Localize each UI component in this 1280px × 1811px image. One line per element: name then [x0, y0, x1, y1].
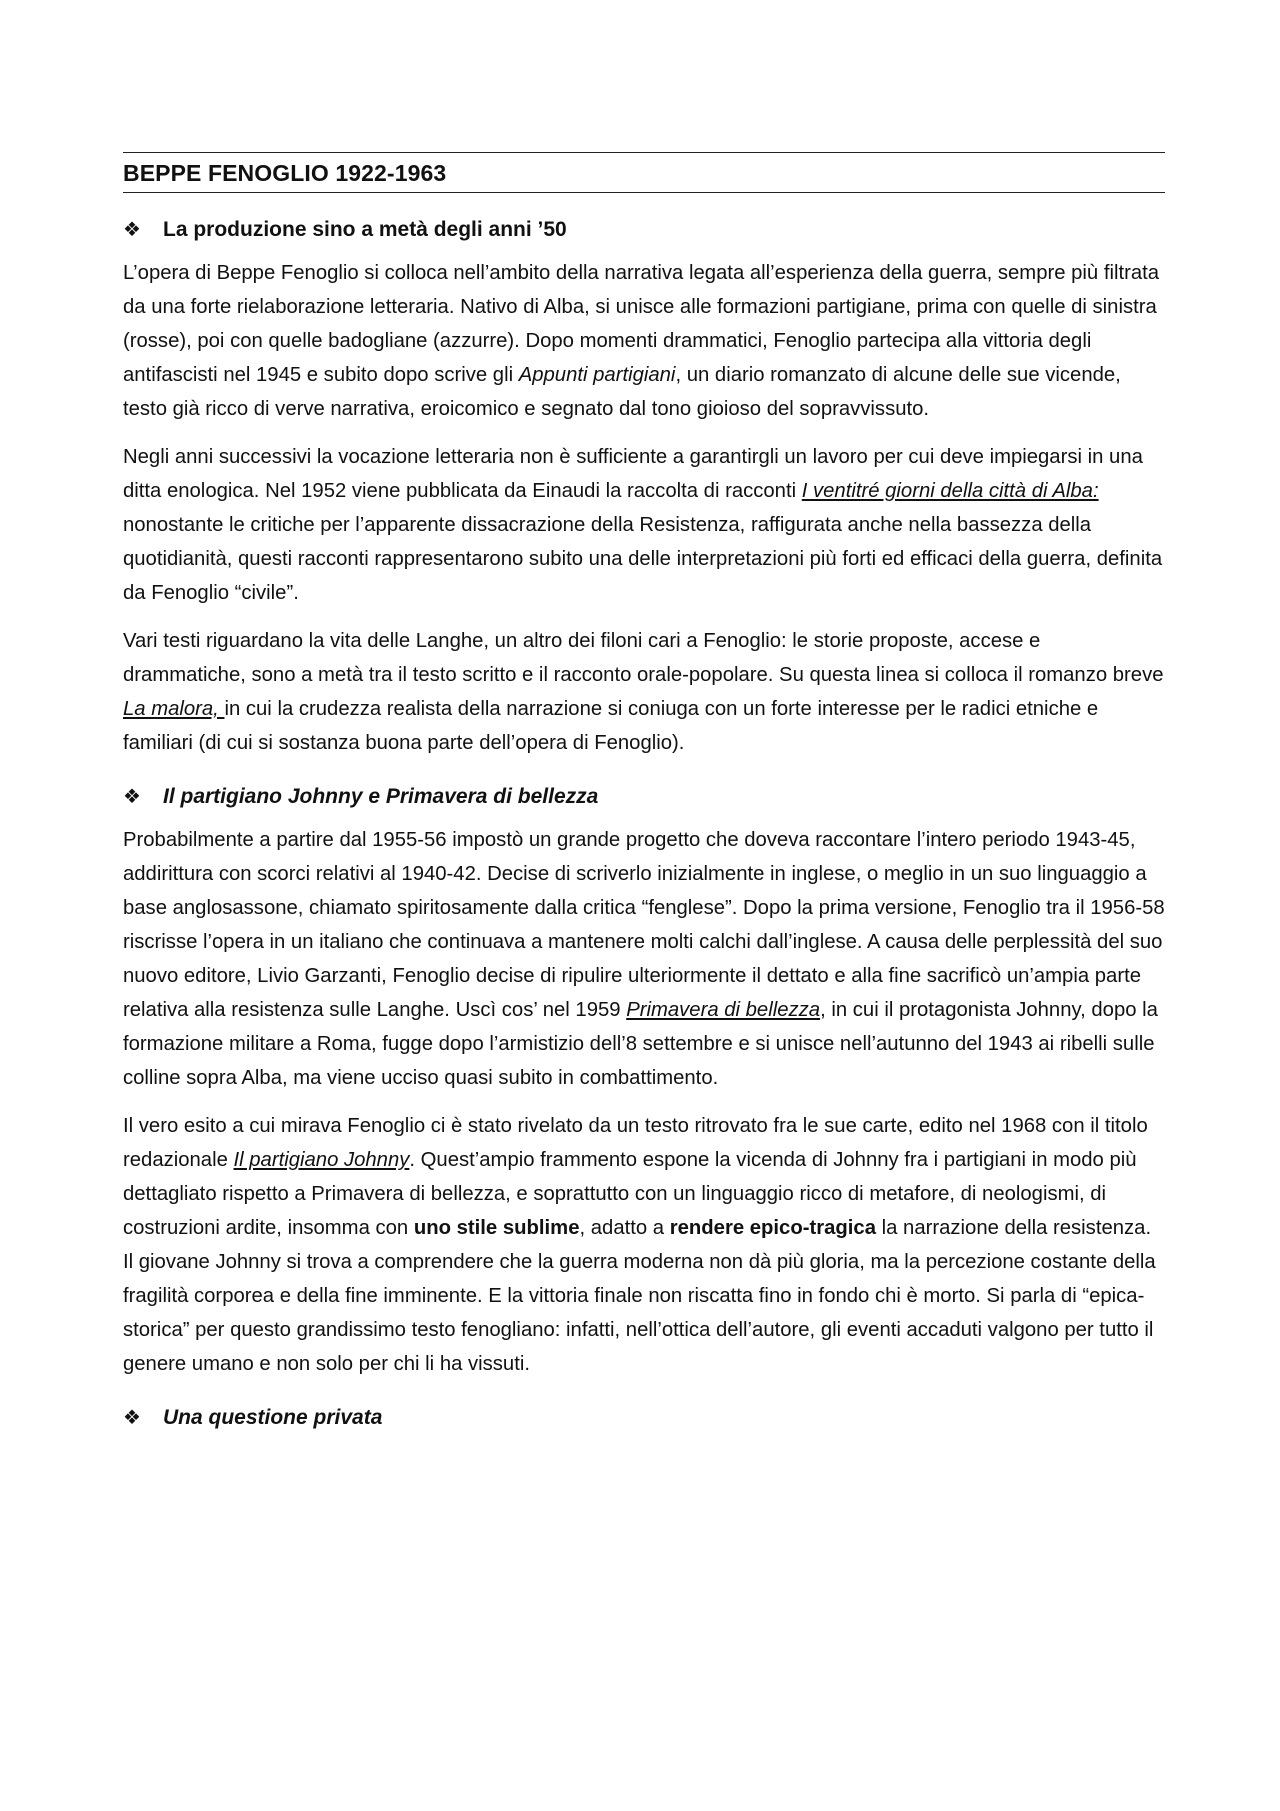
paragraph-text: Probabilmente a partire dal 1955-56 impostò un grande progetto che doveva raccontare l’intero periodo 1943-45, addirittura con scorci relativi al 1940-42. Decise di scriverlo inizialmente in inglese, o meglio in un suo linguaggio a base anglosassone, chiamato spiritosamente dalla critica “fenglese”. Dopo la prima versione, Fenoglio tra il 1956-58 riscrisse l’opera in un italiano che continuava a mantenere molti calchi dall’inglese. A causa delle perplessità del suo nuovo editore, Livio Garzanti, Fenoglio decise di ripulire ulteriormente il dettato e alla fine sacrificò un’ampia parte relativa alla resistenza sulle Langhe. Uscì cos’ nel 1959 [123, 829, 1165, 1021]
italic-title: Appunti partigiani [518, 364, 676, 386]
paragraph-1 [123, 256, 1165, 426]
section-heading-2 [123, 784, 1165, 809]
diamond-bullet-icon: ❖ [123, 219, 141, 241]
bold-phrase: rendere epico-tragica [669, 1217, 876, 1239]
book-title-link[interactable]: Il partigiano Johnny [233, 1149, 410, 1171]
book-title-link[interactable]: Primavera di bellezza [626, 999, 821, 1021]
paragraph-text: , in cui il protagonista Johnny, dopo la formazione militare a Roma, fugge dopo l’armistizio dell’8 settembre e si unisce nell’autunno del 1943 ai ribelli sulle colline sopra Alba, ma viene ucciso quasi subito in combattimento. [123, 999, 1158, 1089]
paragraph-text: Negli anni successivi la vocazione letteraria non è sufficiente a garantirgli un lavoro per cui deve impiegarsi in una ditta enologica. Nel 1952 viene pubblicata da Einaudi la raccolta di racconti [123, 446, 1143, 502]
document-page [123, 152, 1165, 1444]
paragraph-text: , adatto a [579, 1217, 670, 1239]
paragraph-text: nonostante le critiche per l’apparente dissacrazione della Resistenza, raffigurata anche nella bassezza della quotidianità, questi racconti rappresentarono subito una delle interpretazioni più forti ed efficaci della guerra, definita da Fenoglio “civile”. [123, 514, 1163, 604]
page-title: BEPPE FENOGLIO 1922-1963 [123, 160, 447, 186]
paragraph-5 [123, 1109, 1165, 1381]
section-heading-text: La produzione sino a metà degli anni ’50 [163, 217, 567, 241]
section-heading-text: Il partigiano Johnny e Primavera di bellezza [163, 784, 599, 808]
paragraph-text: la narrazione della resistenza. Il giovane Johnny si trova a comprendere che la guerra moderna non dà più gloria, ma la percezione costante della fragilità corporea e della fine imminente. E la vittoria finale non riscatta fino in fondo chi è morto. Si parla di “epica-storica” per questo grandissimo testo fenogliano: infatti, nell’ottica dell’autore, gli eventi accaduti valgono per tutto il genere umano e non solo per chi li ha vissuti. [123, 1217, 1156, 1375]
diamond-bullet-icon: ❖ [123, 1407, 141, 1429]
paragraph-text: , un diario romanzato di alcune delle sue vicende, testo già ricco di verve narrativa, eroicomico e segnato dal tono gioioso del sopravvissuto. [123, 364, 1121, 420]
paragraph-2 [123, 440, 1165, 610]
paragraph-text: L’opera di Beppe Fenoglio si colloca nell’ambito della narrativa legata all’esperienza della guerra, sempre più filtrata da una forte rielaborazione letteraria. Nativo di Alba, si unisce alle formazioni partigiane, prima con quelle di sinistra (rosse), poi con quelle badogliane (azzurre). Dopo momenti drammatici, Fenoglio partecipa alla vittoria degli antifascisti nel 1945 e subito dopo scrive gli [123, 262, 1160, 386]
section-heading-3 [123, 1405, 1165, 1430]
paragraph-text: in cui la crudezza realista della narrazione si coniuga con un forte interesse per le radici etniche e familiari (di cui si sostanza buona parte dell’opera di Fenoglio). [123, 698, 1099, 754]
title-block [123, 152, 1165, 193]
bold-phrase: uno stile sublime [413, 1217, 580, 1239]
paragraph-text: . Quest’ampio frammento espone la vicenda di Johnny fra i partigiani in modo più dettagliato rispetto a Primavera di bellezza, e soprattutto con un linguaggio ricco di metafore, di neologismi, di costruzioni ardite, insomma con [123, 1149, 1137, 1239]
paragraph-3 [123, 624, 1165, 760]
book-title-link[interactable]: La malora, [123, 698, 225, 720]
book-title-link[interactable]: I ventitré giorni della città di Alba: [801, 480, 1099, 502]
diamond-bullet-icon: ❖ [123, 786, 141, 808]
paragraph-text: Vari testi riguardano la vita delle Langhe, un altro dei filoni cari a Fenoglio: le storie proposte, accese e drammatiche, sono a metà tra il testo scritto e il racconto orale-popolare. Su questa linea si colloca il romanzo breve [123, 630, 1164, 686]
section-heading-text: Una questione privata [163, 1405, 383, 1429]
section-heading-1 [123, 217, 1165, 242]
paragraph-4 [123, 823, 1165, 1095]
paragraph-text: Il vero esito a cui mirava Fenoglio ci è stato rivelato da un testo ritrovato fra le sue carte, edito nel 1968 con il titolo redazionale [123, 1115, 1148, 1171]
